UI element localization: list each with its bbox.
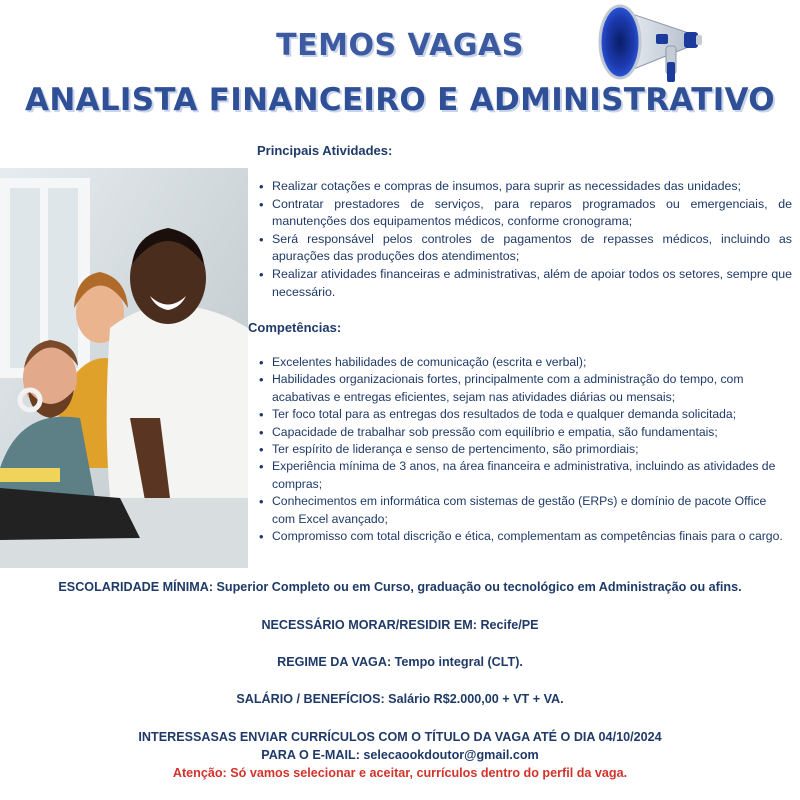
- list-item: • Ter foco total para as entregas dos resultados de toda e qualquer demanda solicitada;: [257, 406, 792, 423]
- megaphone-icon: [596, 2, 706, 92]
- list-item: • Contratar prestadores de serviços, para reparos programados ou emergenciais, de manutenções dos equipamentos médicos, conforme cronograma;: [257, 196, 792, 231]
- send-cv-instructions: INTERESSASAS ENVIAR CURRÍCULOS COM O TÍTULO DA VAGA ATÉ O DIA 04/10/2024: [138, 730, 662, 744]
- education-requirement: ESCOLARIDADE MÍNIMA: Superior Completo ou em Curso, graduação ou tecnológico em Administração ou afins.: [58, 580, 742, 594]
- list-item: • Realizar cotações e compras de insumos, para suprir as necessidades das unidades;: [257, 178, 792, 196]
- activities-title: Principais Atividades:: [257, 143, 393, 158]
- job-regime: REGIME DA VAGA: Tempo integral (CLT).: [277, 655, 523, 669]
- activities-list: [257, 178, 792, 301]
- list-item: • Realizar atividades financeiras e administrativas, além de apoiar todos os setores, sempre que necessário.: [257, 266, 792, 301]
- residence-requirement: NECESSÁRIO MORAR/RESIDIR EM: Recife/PE: [261, 618, 539, 632]
- list-item: • Experiência mínima de 3 anos, na área financeira e administrativa, incluindo as atividades de compras;: [257, 458, 792, 493]
- list-item: • Capacidade de trabalhar sob pressão com equilíbrio e empatia, são fundamentais;: [257, 424, 792, 441]
- list-item: • Conhecimentos em informática com sistemas de gestão (ERPs) e domínio de pacote Office com Excel avançado;: [257, 493, 792, 528]
- list-item: • Será responsável pelos controles de pagamentos de repasses médicos, incluindo as apurações das produções dos atendimentos;: [257, 231, 792, 266]
- list-item: • Habilidades organizacionais fortes, principalmente com a administração do tempo, com acabativas e entregas eficientes, sejam nas atividades diárias ou mensais;: [257, 371, 792, 406]
- competencies-list: [257, 354, 792, 545]
- list-item: • Ter espírito de liderança e senso de pertencimento, são primordiais;: [257, 441, 792, 458]
- headline-temos-vagas: TEMOS VAGAS: [276, 28, 524, 63]
- contact-email: PARA O E-MAIL: selecaookdoutor@gmail.com: [261, 748, 539, 762]
- headline-job-title: ANALISTA FINANCEIRO E ADMINISTRATIVO: [25, 82, 775, 118]
- salary-benefits: SALÁRIO / BENEFÍCIOS: Salário R$2.000,00 + VT + VA.: [236, 692, 564, 706]
- list-item: • Excelentes habilidades de comunicação (escrita e verbal);: [257, 354, 792, 371]
- competencies-title: Competências:: [248, 320, 342, 335]
- warning-note: Atenção: Só vamos selecionar e aceitar, currículos dentro do perfil da vaga.: [172, 766, 628, 780]
- list-item: • Compromisso com total discrição e ética, complementam as competências finais para o cargo.: [257, 528, 792, 545]
- team-photo: [0, 168, 248, 568]
